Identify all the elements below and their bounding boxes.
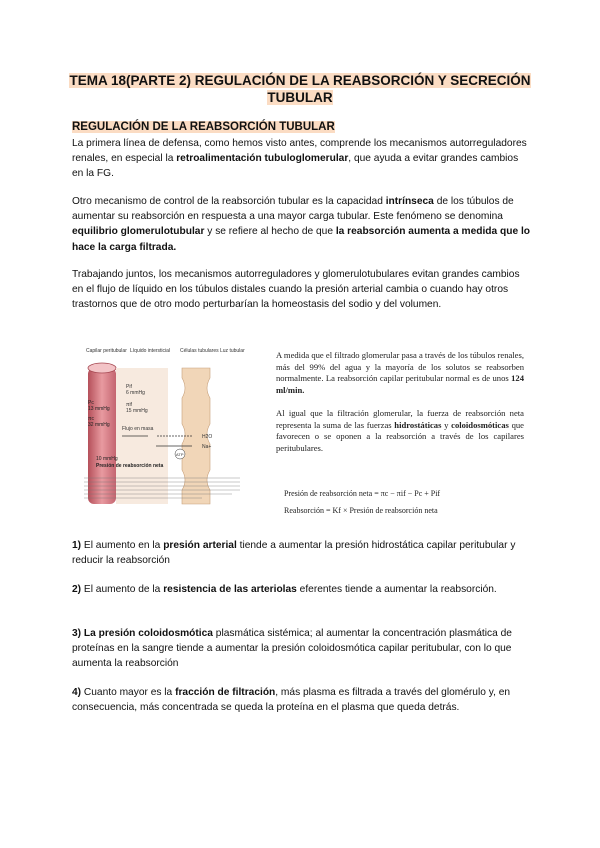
svg-text:Pc: Pc — [88, 400, 94, 406]
capillary-top — [88, 363, 116, 373]
svg-text:13 mmHg: 13 mmHg — [88, 406, 110, 412]
right-paragraph-1: A medida que el filtrado glomerular pasa a través de los túbulos renales, más del 99% del agua y la mayoría de los solutos se reabsorben normalmente. La reabsorción capilar peritubular normal es de unos 124 ml/min. — [276, 350, 524, 395]
label-interstitial: Líquido intersticial — [130, 348, 171, 354]
paragraph-1: La primera línea de defensa, como hemos visto antes, comprende los mecanismos autorreguladores renales, en especial la retroalimentación tubuloglomerular, que ayuda a evitar grandes cambios en la FG. — [72, 138, 527, 180]
svg-text:ATP: ATP — [176, 452, 184, 457]
label-capillary: Capilar peritubular — [86, 348, 127, 354]
right-paragraph-2: Al igual que la filtración glomerular, la fuerza de reabsorción neta representa la suma de las fuerzas hidrostáticas y coloidosmóticas que favorecen o se oponen a la reabsorción a través de los capilares peritubulares. — [276, 408, 524, 453]
svg-text:10 mmHg: 10 mmHg — [96, 456, 118, 462]
svg-text:Flujo en masa: Flujo en masa — [122, 426, 154, 432]
label-cells: Células tubulares — [180, 348, 219, 354]
svg-text:6 mmHg: 6 mmHg — [126, 390, 145, 396]
svg-text:15 mmHg: 15 mmHg — [126, 408, 148, 414]
label-lumen: Luz tubular — [220, 348, 245, 354]
svg-text:32 mmHg: 32 mmHg — [88, 422, 110, 428]
item-2: 2) El aumento de la resistencia de las arteriolas eferentes tiende a aumentar la reabsorción. — [72, 584, 497, 595]
svg-text:πc: πc — [88, 416, 94, 422]
svg-text:πif: πif — [126, 402, 132, 408]
peritubular-diagram — [82, 346, 245, 514]
svg-text:Pif: Pif — [126, 384, 132, 390]
equation-1: Presión de reabsorción neta = πc − πif − Pc + Pif — [284, 489, 441, 498]
item-4: 4) Cuanto mayor es la fracción de filtración, más plasma es filtrada a través del glomérulo y, en consecuencia, más concentrada se queda la proteína en el plasma que queda detrás. — [72, 687, 511, 714]
section-heading: REGULACIÓN DE LA REABSORCIÓN TUBULAR — [72, 121, 335, 133]
paragraph-3: Trabajando juntos, los mecanismos autorreguladores y glomerulotubulares evitan grandes cambios en el flujo de líquido en los túbulos distales cuando la presión arterial cambia o cuando hay otros trastornos que de otro modo perturbarían la homeostasis del sodio y del volumen. — [72, 269, 520, 311]
paragraph-2: Otro mecanismo de control de la reabsorción tubular es la capacidad intrínseca de los túbulos de aumentar su reabsorción en respuesta a una mayor carga tubular. Este fenómeno se denomina equilibrio glomerulotubular y se refiere al hecho de que la reabsorción aumenta a medida que lo hace la carga filtrada. — [72, 196, 531, 253]
item-1: 1) El aumento en la presión arterial tiende a aumentar la presión hidrostática capilar peritubular y reducir la reabsorción — [72, 540, 516, 567]
svg-text:Presión de reabsorción neta: Presión de reabsorción neta — [96, 463, 164, 469]
equation-2: Reabsorción = Kf × Presión de reabsorción neta — [284, 506, 438, 515]
svg-text:Na+: Na+ — [202, 444, 212, 450]
item-3: 3) La presión coloidosmótica plasmática sistémica; al aumentar la concentración plasmática de proteínas en la sangre tiende a aumentar la presión coloidosmótica capilar peritubular, con lo que aumenta la reabsorción — [72, 628, 512, 670]
svg-text:H2O: H2O — [202, 434, 213, 440]
page-title: TEMA 18(PARTE 2) REGULACIÓN DE LA REABSORCIÓN Y SECRECIÓN TUBULAR — [69, 73, 531, 105]
